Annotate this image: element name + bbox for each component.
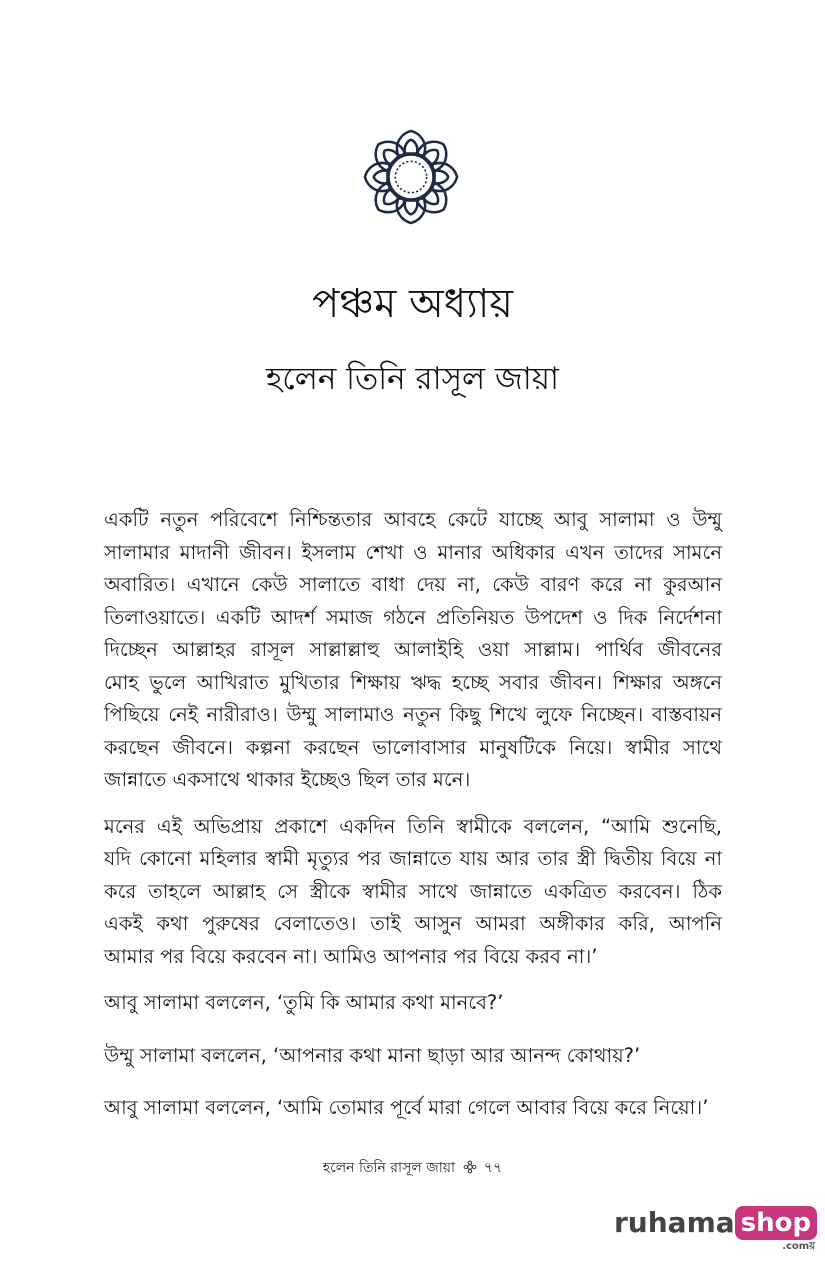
body-text (104, 504, 722, 1145)
text-line: করছেন জীবনে। কল্পনা করছেন ভালোবাসার মানুষটিকে নিয়ে। স্বামীর সাথে (104, 735, 722, 759)
ornament-petal-inner (435, 171, 449, 184)
text-line: মনের এই অভিপ্রায় প্রকাশে একদিন তিনি স্বামীকে বললেন, “আমি শুনেছি, (104, 814, 722, 838)
text-line: দিচ্ছেন আল্লাহর রাসূল সাল্লাল্লাহু আলাইহি ওয়া সাল্লাম। পার্থিব জীবনের (104, 638, 722, 661)
paragraph (104, 504, 722, 797)
logo-word: ruhama (614, 1206, 735, 1239)
ornament-petal-inner (405, 201, 418, 215)
ornament-petal-inner (374, 171, 388, 184)
ornament-petal (365, 163, 390, 191)
page-number: ৭৭ (484, 1160, 503, 1176)
ornament-petal (433, 163, 458, 191)
page-footer (0, 1158, 825, 1178)
ruhamashop-logo (614, 1206, 817, 1252)
lotus-ornament-icon (362, 128, 460, 226)
text-line: একই কথা পুরুষের বেলাতেও। তাই আসুন আমরা অঙ্গীকার করি, আপনি (104, 912, 722, 935)
ornament-petal (397, 199, 425, 224)
text-line: জান্নাতে একসাথে থাকার ইচ্ছেও ছিল তার মনে। (104, 768, 471, 791)
ornament-petal-inner (405, 140, 418, 154)
text-line: যদি কোনো মহিলার স্বামী মৃত্যুর পর জান্নাতে যায় আর তার স্ত্রী দ্বিতীয় বিয়ে না (104, 847, 722, 870)
dialogue-line: আবু সালামা বললেন, ‘তুমি কি আমার কথা মানবে?’ (104, 991, 504, 1014)
chapter-subtitle: হলেন তিনি রাসূল জায়া (265, 361, 559, 397)
text-line: মোহ ভুলে আখিরাত মুখিতার শিক্ষায় ঋদ্ধ হচ্ছে সবার জীবন। শিক্ষার অঙ্গনে (104, 670, 722, 694)
text-line: অবারিত। এখানে কেউ সালাতে বাধা দেয় না, কেউ বারণ করে না কুরআন (104, 573, 722, 596)
text-line: আমার পর বিয়ে করবেন না। আমিও আপনার পর বিয়ে করব না।’ (104, 944, 598, 968)
running-title: হলেন তিনি রাসূল জায়া (322, 1160, 456, 1176)
dialogue-line: উম্মু সালামা বললেন, ‘আপনার কথা মানা ছাড়া আর আনন্দ কোথায়?’ (104, 1043, 641, 1067)
ornament-petal (397, 131, 425, 156)
text-line: পিছিয়ে নেই নারীরাও। উম্মু সালামাও নতুন কিছু শিখে লুফে নিচ্ছেন। বাস্তবায়ন (104, 703, 722, 726)
paragraph (104, 811, 722, 974)
chapter-title: পঞ্চম অধ্যায় (312, 281, 513, 327)
dialogue-line: আবু সালামা বললেন, ‘আমি তোমার পূর্বে মারা গেলে আবার বিয়ে করে নিয়ো।’ (104, 1096, 709, 1119)
text-line: একটি নতুন পরিবেশে নিশ্চিন্ততার আবহে কেটে যাচ্ছে আবু সালামা ও উম্মু (104, 508, 722, 531)
text-line: করে তাহলে আল্লাহ সে স্ত্রীকে স্বামীর সাথে জান্নাতে একত্রিত করবেন। ঠিক (104, 879, 722, 903)
flower-mark-icon (463, 1160, 477, 1174)
text-line: তিলাওয়াতে। একটি আদর্শ সমাজ গঠনে প্রতিনিয়ত উপদেশ ও দিক নির্দেশনা (104, 605, 722, 629)
logo-badge: shop (735, 1206, 817, 1240)
logo-tld: .comয় (782, 1241, 816, 1252)
text-line: সালামার মাদানী জীবন। ইসলাম শেখা ও মানার অধিকার এখন তাদের সামনে (104, 540, 722, 564)
